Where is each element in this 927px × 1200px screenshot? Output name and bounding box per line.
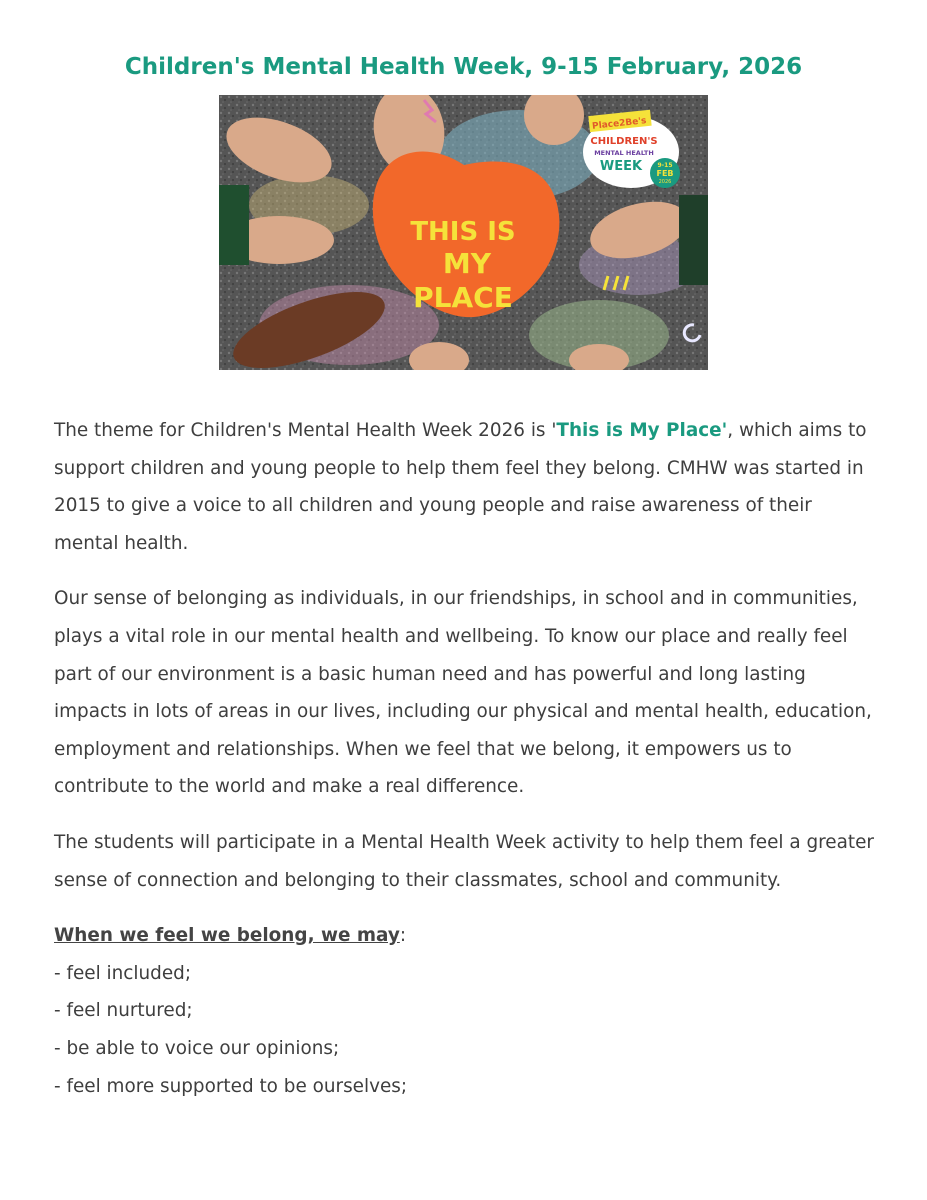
- list-item: - be able to voice our opinions;: [54, 1037, 340, 1059]
- badge-date1: 9-15: [657, 162, 673, 169]
- intro-post: , which aims to support children and young people to help them feel they belong. CMHW was started in 2015 to give a voice to all children and young people and raise awareness of their mental health.: [54, 420, 867, 554]
- list-item: - feel more supported to be ourselves;: [54, 1075, 408, 1097]
- hero-image: [219, 95, 708, 370]
- intro-paragraph: [54, 412, 874, 562]
- badge-date2: FEB: [656, 169, 674, 178]
- badge-line1: CHILDREN'S: [590, 136, 658, 147]
- badge-line3: WEEK: [599, 159, 643, 174]
- page-title: Children's Mental Health Week, 9-15 February, 2026: [124, 54, 803, 80]
- belong-heading-colon: :: [399, 925, 407, 947]
- list-item: - feel nurtured;: [54, 1000, 193, 1022]
- activity-paragraph: The students will participate in a Mental Health Week activity to help them feel a greater sense of connection and belonging to their classmates, school and community.: [54, 831, 874, 891]
- intro-pre: The theme for Children's Mental Health Week 2026 is ': [54, 420, 557, 441]
- theme-name: This is My Place': [556, 420, 728, 441]
- belong-heading: [54, 917, 874, 955]
- article-body: [54, 412, 874, 1105]
- heart-text-3: PLACE: [413, 281, 513, 314]
- belong-heading-text: When we feel we belong, we may: [54, 925, 400, 947]
- belonging-paragraph: Our sense of belonging as individuals, in our friendships, in school and in communities, plays a vital role in our mental health and wellbeing. To know our place and really feel part of our environment is a basic human need and has powerful and long lasting impacts in lots of areas in our lives, including our physical and mental health, education, employment and relationships. When we feel that we belong, it empowers us to contribute to the world and make a real difference.: [54, 588, 872, 798]
- badge-date3: 2026: [658, 179, 672, 185]
- belong-list: [54, 955, 874, 1105]
- badge-line2: MENTAL HEALTH: [594, 149, 654, 157]
- list-item: - feel included;: [54, 962, 192, 984]
- heart-text-2: MY: [442, 247, 492, 280]
- badge-brand: Place2Be's: [591, 116, 647, 132]
- heart-text-1: THIS IS: [410, 217, 516, 247]
